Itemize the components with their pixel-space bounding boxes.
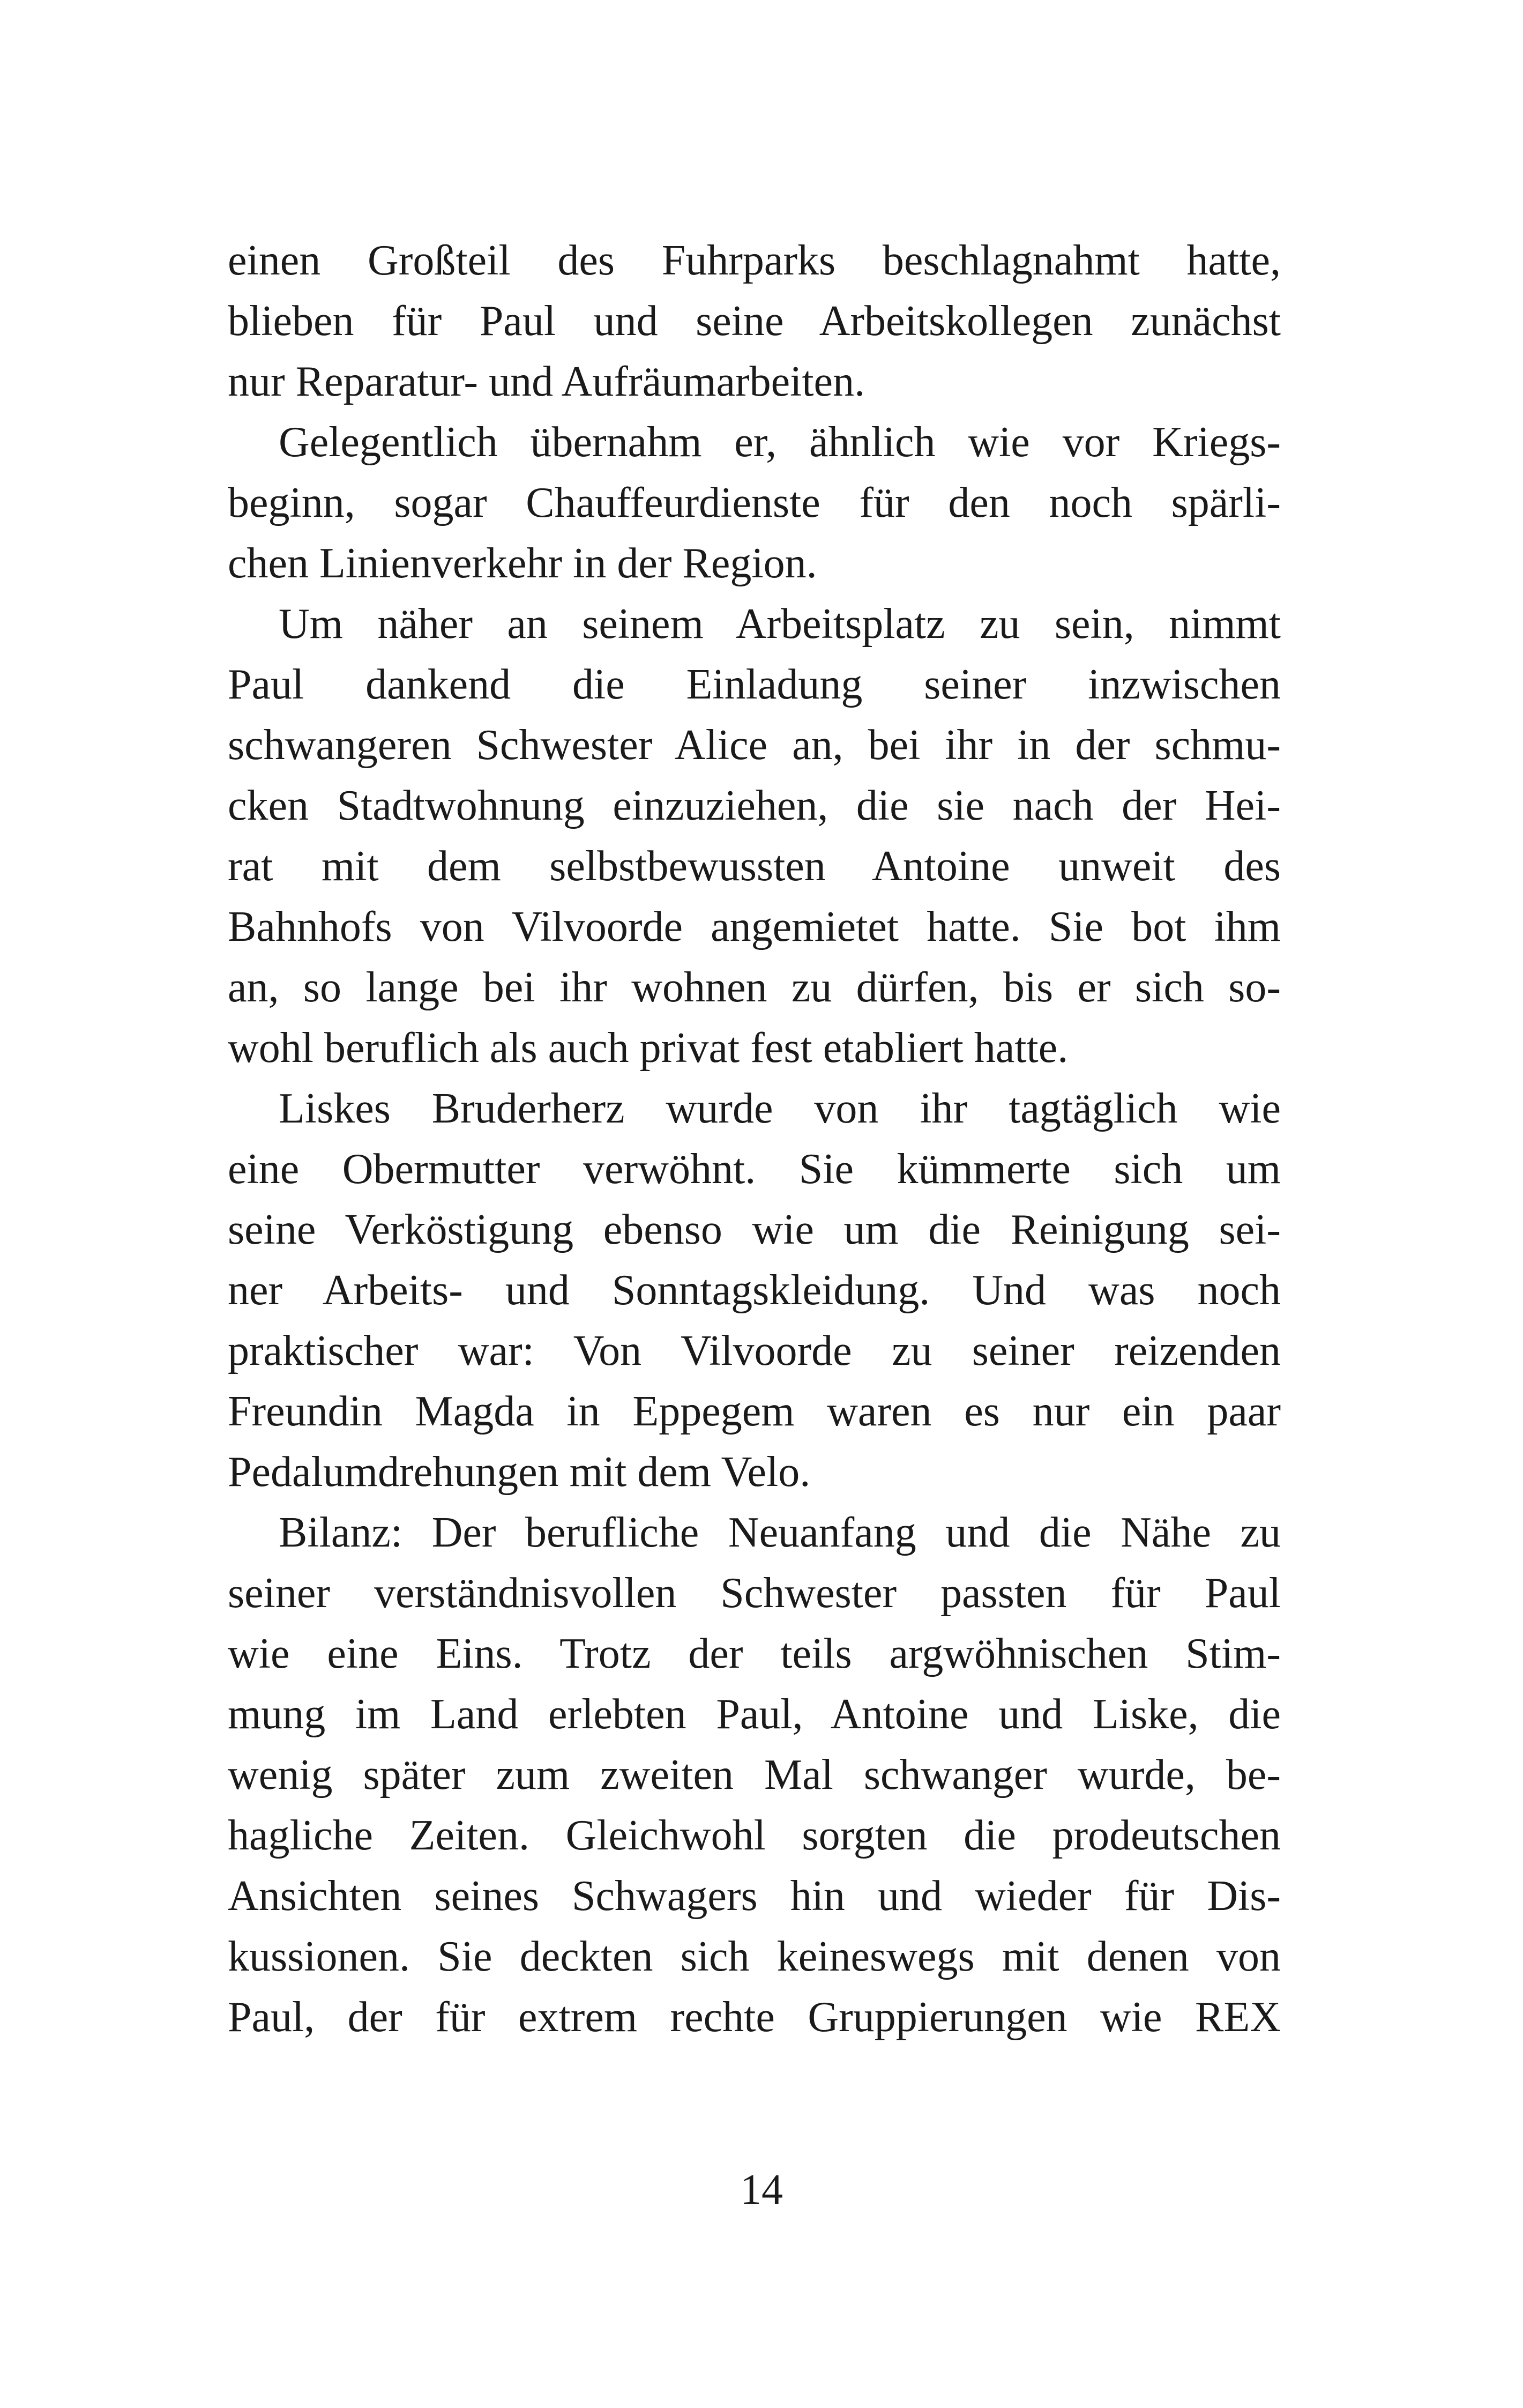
text-line: Freundin Magda in Eppegem waren es nur ein paar xyxy=(228,1388,1281,1435)
text-line: an, so lange bei ihr wohnen zu dürfen, bis er sich so- xyxy=(228,964,1281,1011)
text-line: Bahnhofs von Vilvoorde angemietet hatte. Sie bot ihm xyxy=(228,903,1281,950)
text-line: rat mit dem selbstbewussten Antoine unweit des xyxy=(228,843,1281,890)
text-line: Bilanz: Der berufliche Neuanfang und die Nähe zu xyxy=(279,1509,1281,1556)
text-line: seine Verköstigung ebenso wie um die Reinigung sei- xyxy=(228,1206,1281,1253)
page-number: 14 xyxy=(740,2166,783,2213)
text-line: wohl beruflich als auch privat fest etabliert hatte. xyxy=(228,1024,1069,1072)
text-line: Pedalumdrehungen mit dem Velo. xyxy=(228,1448,811,1496)
text-line: Gelegentlich übernahm er, ähnlich wie vor Kriegs- xyxy=(279,419,1281,466)
text-line: nur Reparatur- und Aufräumarbeiten. xyxy=(228,358,865,405)
text-line: kussionen. Sie deckten sich keineswegs mit denen von xyxy=(228,1933,1281,1980)
text-line: chen Linienverkehr in der Region. xyxy=(228,540,817,587)
text-line: hagliche Zeiten. Gleichwohl sorgten die prodeutschen xyxy=(228,1812,1281,1859)
text-line: wenig später zum zweiten Mal schwanger wurde, be- xyxy=(228,1751,1281,1798)
text-line: mung im Land erlebten Paul, Antoine und Liske, die xyxy=(228,1691,1281,1738)
text-line: einen Großteil des Fuhrparks beschlagnahmt hatte, xyxy=(228,237,1281,284)
text-line: ner Arbeits- und Sonntagskleidung. Und was noch xyxy=(228,1267,1281,1314)
text-line: blieben für Paul und seine Arbeitskollegen zunächst xyxy=(228,298,1281,345)
text-line: cken Stadtwohnung einzuziehen, die sie nach der Hei- xyxy=(228,782,1281,829)
text-line: praktischer war: Von Vilvoorde zu seiner reizenden xyxy=(228,1327,1281,1374)
text-line: Paul dankend die Einladung seiner inzwischen xyxy=(228,661,1281,708)
text-line: wie eine Eins. Trotz der teils argwöhnischen Stim- xyxy=(228,1630,1281,1677)
text-line: schwangeren Schwester Alice an, bei ihr in der schmu- xyxy=(228,722,1281,769)
text-line: Ansichten seines Schwagers hin und wieder für Dis- xyxy=(228,1872,1281,1920)
text-line: beginn, sogar Chauffeurdienste für den noch spärli- xyxy=(228,479,1281,526)
text-line: Um näher an seinem Arbeitsplatz zu sein, nimmt xyxy=(279,600,1281,648)
text-line: eine Obermutter verwöhnt. Sie kümmerte sich um xyxy=(228,1146,1281,1193)
text-line: seiner verständnisvollen Schwester passten für Paul xyxy=(228,1570,1281,1617)
text-line: Paul, der für extrem rechte Gruppierungen wie REX xyxy=(228,1994,1281,2041)
text-line: Liskes Bruderherz wurde von ihr tagtäglich wie xyxy=(279,1085,1281,1132)
body-text xyxy=(228,231,1281,2048)
